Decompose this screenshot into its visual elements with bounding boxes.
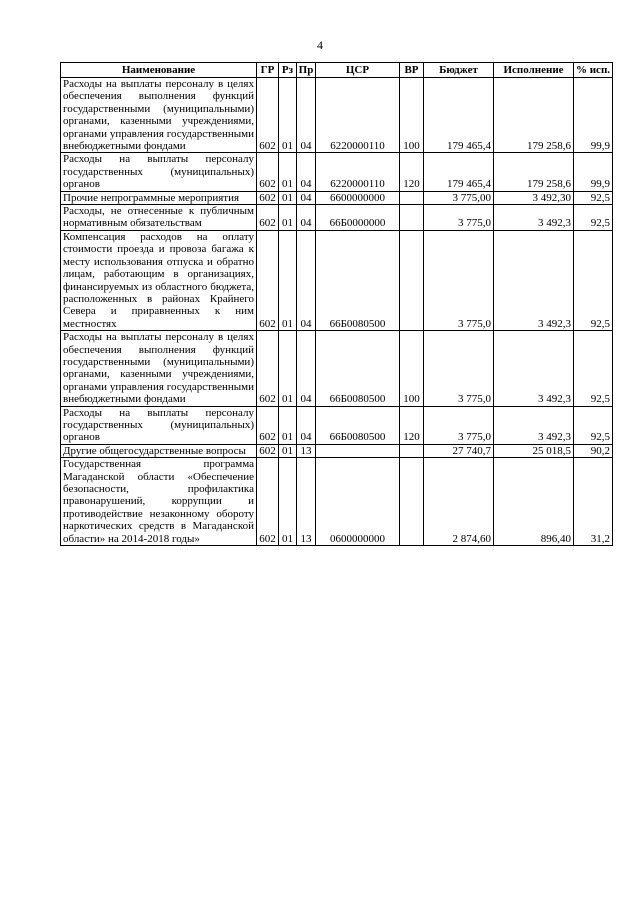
cell-percent: 92,5	[574, 406, 613, 444]
cell-name: Прочие непрограммные мероприятия	[61, 191, 257, 204]
cell-vr: 120	[400, 406, 424, 444]
cell-percent: 92,5	[574, 205, 613, 231]
cell-rz: 01	[279, 458, 297, 546]
cell-rz: 01	[279, 205, 297, 231]
header-pr: Пр	[297, 63, 316, 78]
cell-percent: 92,5	[574, 191, 613, 204]
cell-percent: 92,5	[574, 331, 613, 406]
table-row	[61, 205, 613, 231]
cell-percent: 92,5	[574, 230, 613, 330]
cell-percent: 31,2	[574, 458, 613, 546]
cell-percent: 99,9	[574, 153, 613, 191]
table-row	[61, 230, 613, 330]
table-row	[61, 153, 613, 191]
header-name: Наименование	[61, 63, 257, 78]
cell-execution: 179 258,6	[494, 153, 574, 191]
header-rz: Рз	[279, 63, 297, 78]
cell-execution: 3 492,3	[494, 230, 574, 330]
cell-pr: 13	[297, 458, 316, 546]
cell-execution: 179 258,6	[494, 78, 574, 153]
header-budget: Бюджет	[424, 63, 494, 78]
header-vr: ВР	[400, 63, 424, 78]
cell-budget: 3 775,00	[424, 191, 494, 204]
cell-vr	[400, 205, 424, 231]
cell-vr	[400, 444, 424, 457]
cell-gr: 602	[257, 406, 279, 444]
table-row	[61, 191, 613, 204]
cell-budget: 3 775,0	[424, 230, 494, 330]
cell-rz: 01	[279, 78, 297, 153]
table-row	[61, 331, 613, 406]
table-row	[61, 78, 613, 153]
cell-csr: 66Б0080500	[316, 230, 400, 330]
cell-name: Расходы на выплаты персоналу государственных (муниципальных) органов	[61, 153, 257, 191]
cell-pr: 04	[297, 205, 316, 231]
cell-csr: 0600000000	[316, 458, 400, 546]
cell-rz: 01	[279, 444, 297, 457]
cell-csr: 6220000110	[316, 78, 400, 153]
cell-vr: 120	[400, 153, 424, 191]
cell-execution: 3 492,30	[494, 191, 574, 204]
cell-execution: 3 492,3	[494, 331, 574, 406]
cell-csr: 66Б0080500	[316, 331, 400, 406]
table-row	[61, 458, 613, 546]
table-body	[61, 78, 613, 546]
cell-vr	[400, 458, 424, 546]
cell-name: Расходы, не отнесенные к публичным нормативным обязательствам	[61, 205, 257, 231]
cell-csr	[316, 444, 400, 457]
table-row	[61, 444, 613, 457]
page-number: 4	[317, 38, 323, 52]
table-header-row	[61, 63, 613, 78]
header-percent: % исп.	[574, 63, 613, 78]
cell-name: Компенсация расходов на оплату стоимости проезда и провоза багажа к месту использования отпуска и обратно лицам, работающим в организациях, финансируемых из областного бюджета, расположенных в районах Крайнего Севера и приравненных к ним местностях	[61, 230, 257, 330]
cell-percent: 90,2	[574, 444, 613, 457]
header-gr: ГР	[257, 63, 279, 78]
cell-pr: 04	[297, 230, 316, 330]
cell-name: Государственная программа Магаданской области «Обеспечение безопасности, профилактика правонарушений, коррупции и противодействие незаконному обороту наркотических средств в Магаданской области» на 2014-2018 годы»	[61, 458, 257, 546]
cell-rz: 01	[279, 191, 297, 204]
cell-gr: 602	[257, 205, 279, 231]
cell-name: Расходы на выплаты персоналу в целях обеспечения выполнения функций государственными (муниципальными) органами, казенными учреждениями, органами управления государственными внебюджетными фондами	[61, 78, 257, 153]
cell-rz: 01	[279, 230, 297, 330]
cell-rz: 01	[279, 406, 297, 444]
cell-rz: 01	[279, 153, 297, 191]
cell-csr: 66Б0080500	[316, 406, 400, 444]
cell-execution: 896,40	[494, 458, 574, 546]
cell-percent: 99,9	[574, 78, 613, 153]
cell-csr: 6600000000	[316, 191, 400, 204]
table-row	[61, 406, 613, 444]
header-csr: ЦСР	[316, 63, 400, 78]
cell-vr: 100	[400, 331, 424, 406]
cell-budget: 3 775,0	[424, 406, 494, 444]
cell-gr: 602	[257, 458, 279, 546]
cell-execution: 3 492,3	[494, 205, 574, 231]
cell-vr	[400, 230, 424, 330]
cell-gr: 602	[257, 153, 279, 191]
cell-name: Другие общегосударственные вопросы	[61, 444, 257, 457]
cell-pr: 13	[297, 444, 316, 457]
cell-pr: 04	[297, 78, 316, 153]
cell-execution: 3 492,3	[494, 406, 574, 444]
cell-gr: 602	[257, 191, 279, 204]
cell-gr: 602	[257, 230, 279, 330]
cell-gr: 602	[257, 331, 279, 406]
cell-execution: 25 018,5	[494, 444, 574, 457]
cell-rz: 01	[279, 331, 297, 406]
cell-budget: 3 775,0	[424, 331, 494, 406]
cell-csr: 66Б0000000	[316, 205, 400, 231]
cell-gr: 602	[257, 444, 279, 457]
cell-name: Расходы на выплаты персоналу в целях обеспечения выполнения функций государственными (муниципальными) органами, казенными учреждениями, органами управления государственными внебюджетными фондами	[61, 331, 257, 406]
cell-budget: 179 465,4	[424, 78, 494, 153]
cell-pr: 04	[297, 153, 316, 191]
cell-name: Расходы на выплаты персоналу государственных (муниципальных) органов	[61, 406, 257, 444]
budget-table	[60, 62, 613, 546]
cell-budget: 3 775,0	[424, 205, 494, 231]
cell-gr: 602	[257, 78, 279, 153]
cell-pr: 04	[297, 191, 316, 204]
cell-csr: 6220000110	[316, 153, 400, 191]
header-execution: Исполнение	[494, 63, 574, 78]
cell-pr: 04	[297, 331, 316, 406]
cell-budget: 27 740,7	[424, 444, 494, 457]
cell-pr: 04	[297, 406, 316, 444]
cell-budget: 2 874,60	[424, 458, 494, 546]
cell-vr: 100	[400, 78, 424, 153]
cell-vr	[400, 191, 424, 204]
cell-budget: 179 465,4	[424, 153, 494, 191]
